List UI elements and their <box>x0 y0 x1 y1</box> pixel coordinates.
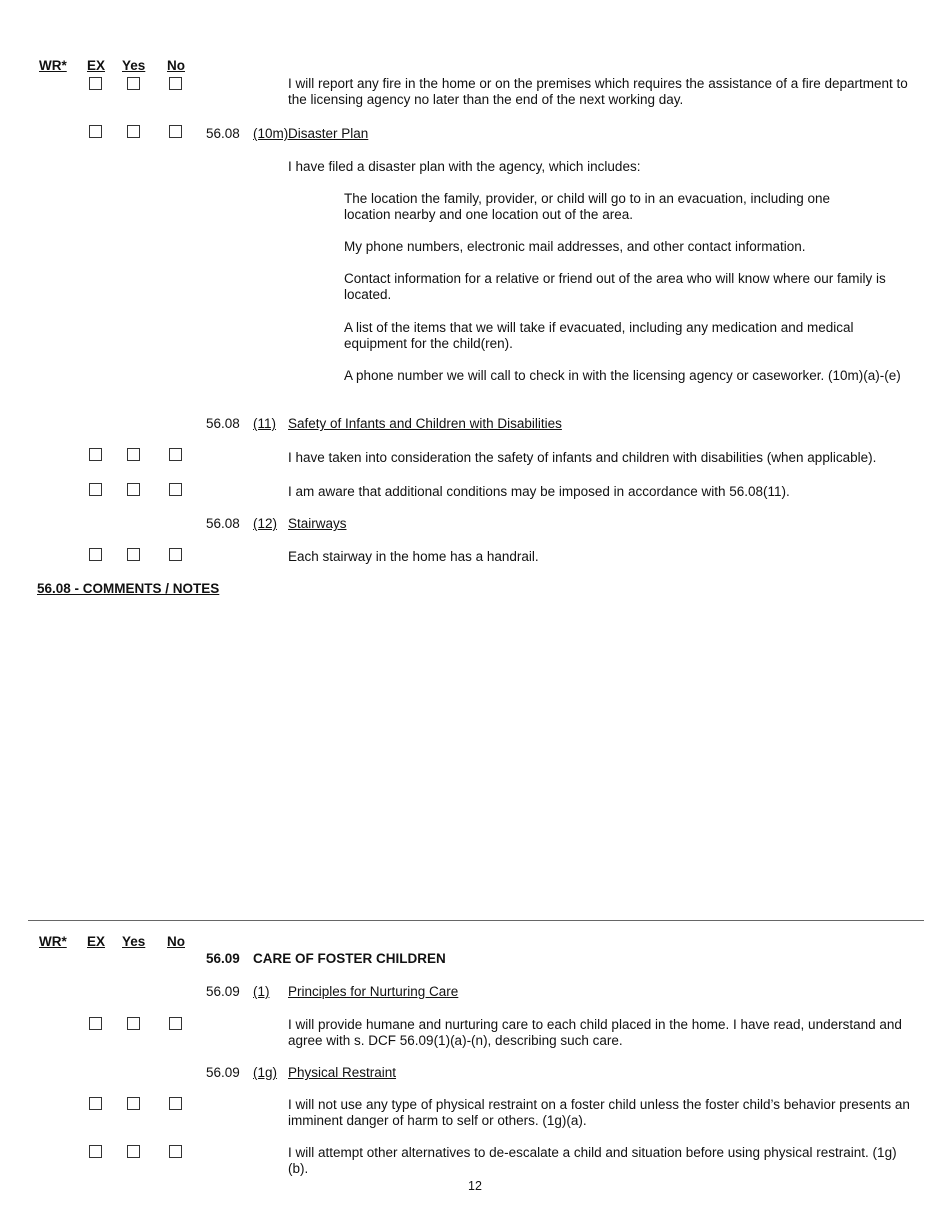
section-code: (11) <box>253 416 277 431</box>
header-yes: Yes <box>122 58 146 73</box>
section-title-restraint: Physical Restraint <box>288 1065 397 1080</box>
header-ex: EX <box>87 58 106 73</box>
ex-checkbox-restraint-1[interactable] <box>89 1097 102 1110</box>
section-heading-number: 56.09 <box>206 951 240 966</box>
ex-checkbox-fire-report[interactable] <box>89 77 102 90</box>
no-checkbox-safety-2[interactable] <box>169 483 182 496</box>
header-no: No <box>167 58 185 73</box>
section-number: 56.08 <box>206 126 240 141</box>
no-checkbox-restraint-1[interactable] <box>169 1097 182 1110</box>
section-code: (1g) <box>253 1065 278 1080</box>
disaster-item-5: A phone number we will call to check in with the licensing agency or caseworker. (10m)(a)-(e) <box>344 368 901 383</box>
no-checkbox-fire-report[interactable] <box>169 77 182 90</box>
disaster-item-3: Contact information for a relative or friend out of the area who will know where our family is located. <box>344 271 886 302</box>
no-checkbox-nurturing[interactable] <box>169 1017 182 1030</box>
section-code: (10m) <box>253 126 289 141</box>
ex-checkbox-safety-1[interactable] <box>89 448 102 461</box>
header-no: No <box>167 934 185 949</box>
no-checkbox-disaster-plan[interactable] <box>169 125 182 138</box>
section-number: 56.09 <box>206 1065 240 1080</box>
yes-checkbox-disaster-plan[interactable] <box>127 125 140 138</box>
restraint-line-2: I will attempt other alternatives to de-escalate a child and situation before using physical restraint. (1g)(b). <box>288 1145 897 1176</box>
yes-checkbox-safety-2[interactable] <box>127 483 140 496</box>
no-checkbox-stairways[interactable] <box>169 548 182 561</box>
yes-checkbox-nurturing[interactable] <box>127 1017 140 1030</box>
section-title-stairways: Stairways <box>288 516 347 531</box>
header-wr: WR* <box>39 58 67 73</box>
yes-checkbox-restraint-1[interactable] <box>127 1097 140 1110</box>
section-number: 56.09 <box>206 984 240 999</box>
disaster-item-1: The location the family, provider, or child will go to in an evacuation, including one location nearby and one location out of the area. <box>344 191 831 222</box>
safety-line-1: I have taken into consideration the safety of infants and children with disabilities (when applicable). <box>288 450 877 465</box>
no-checkbox-restraint-2[interactable] <box>169 1145 182 1158</box>
comments-heading: 56.08 - COMMENTS / NOTES <box>37 581 220 596</box>
yes-checkbox-fire-report[interactable] <box>127 77 140 90</box>
yes-checkbox-stairways[interactable] <box>127 548 140 561</box>
nurturing-line-1: I will provide humane and nurturing care to each child placed in the home. I have read, understand and agree with s. DCF 56.09(1)(a)-(n), describing such care. <box>288 1017 902 1048</box>
section-divider <box>28 920 924 921</box>
header-yes: Yes <box>122 934 146 949</box>
yes-checkbox-safety-1[interactable] <box>127 448 140 461</box>
ex-checkbox-stairways[interactable] <box>89 548 102 561</box>
stairways-line-1: Each stairway in the home has a handrail. <box>288 549 539 564</box>
section-code: (12) <box>253 516 278 531</box>
ex-checkbox-disaster-plan[interactable] <box>89 125 102 138</box>
ex-checkbox-restraint-2[interactable] <box>89 1145 102 1158</box>
header-ex: EX <box>87 934 106 949</box>
safety-line-2: I am aware that additional conditions may be imposed in accordance with 56.08(11). <box>288 484 790 499</box>
section-heading-title: CARE OF FOSTER CHILDREN <box>253 951 446 966</box>
section-title-safety: Safety of Infants and Children with Disabilities <box>288 416 562 431</box>
no-checkbox-safety-1[interactable] <box>169 448 182 461</box>
section-title-nurturing: Principles for Nurturing Care <box>288 984 459 999</box>
header-wr: WR* <box>39 934 67 949</box>
section-code: (1) <box>253 984 270 999</box>
disaster-intro: I have filed a disaster plan with the agency, which includes: <box>288 159 641 174</box>
disaster-item-4: A list of the items that we will take if evacuated, including any medication and medical equipment for the child(ren). <box>344 320 854 351</box>
section-number: 56.08 <box>206 416 240 431</box>
yes-checkbox-restraint-2[interactable] <box>127 1145 140 1158</box>
section-title-disaster-plan: Disaster Plan <box>288 126 369 141</box>
ex-checkbox-safety-2[interactable] <box>89 483 102 496</box>
restraint-line-1: I will not use any type of physical restraint on a foster child unless the foster child’s behavior presents an imminent danger of harm to self or others. (1g)(a). <box>288 1097 910 1128</box>
section-number: 56.08 <box>206 516 240 531</box>
disaster-item-2: My phone numbers, electronic mail addresses, and other contact information. <box>344 239 806 254</box>
ex-checkbox-nurturing[interactable] <box>89 1017 102 1030</box>
fire-report-text: I will report any fire in the home or on the premises which requires the assistance of a fire department to the licensing agency no later than the end of the next working day. <box>288 76 908 107</box>
page-number: 12 <box>468 1179 482 1193</box>
